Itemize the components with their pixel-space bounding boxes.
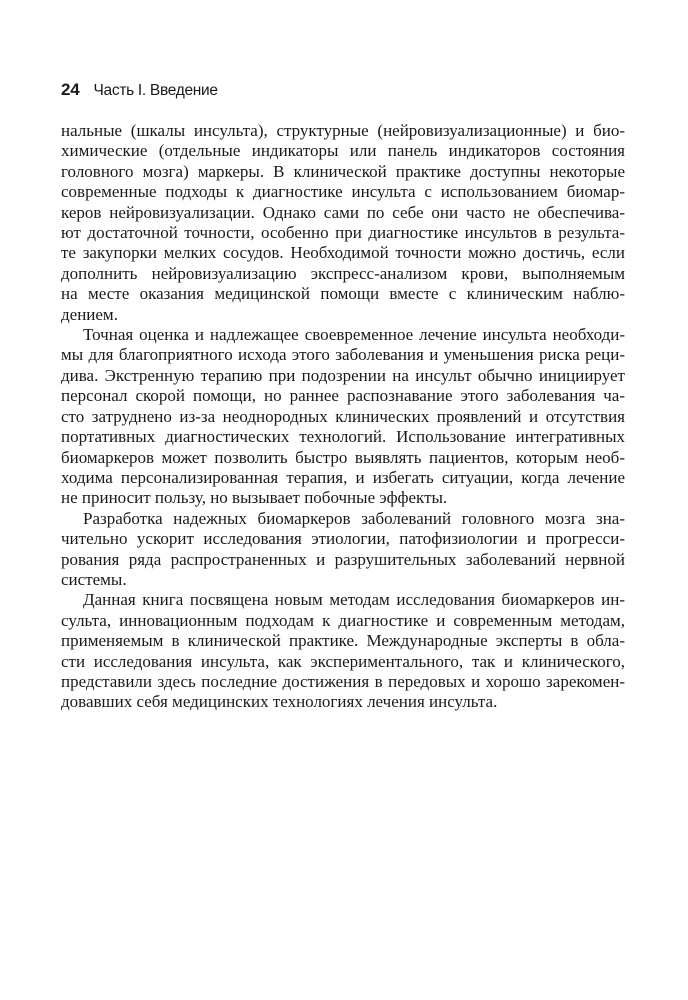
text-line: персонал скорой помощи, но раннее распознавание этого заболевания ча-: [61, 386, 625, 406]
text-line: сти исследования инсульта, как экспериментального, так и клинического,: [61, 651, 625, 671]
running-header: [61, 80, 218, 102]
text-line: ют достаточной точности, особенно при диагностике инсультов в результа-: [61, 223, 625, 243]
text-line: сульта, инновационным подходам к диагностике и современным методам,: [61, 610, 625, 630]
text-line: Точная оценка и надлежащее своевременное лечение инсульта необходи-: [83, 325, 625, 345]
text-line: керов нейровизуализации. Однако сами по себе они часто не обеспечива-: [61, 202, 625, 222]
text-line: химические (отдельные индикаторы или панель индикаторов состояния: [61, 141, 625, 161]
text-line: не приносит пользу, но вызывает побочные эффекты.: [61, 488, 448, 508]
text-line: довавших себя медицинских технологиях лечения инсульта.: [61, 692, 498, 712]
text-line: чительно ускорит исследования этиологии, патофизиологии и прогресси-: [61, 529, 625, 549]
text-line: системы.: [61, 569, 127, 589]
text-line: биомаркеров может позволить быстро выявлять пациентов, которым необ-: [61, 447, 625, 467]
text-line: дением.: [61, 304, 118, 324]
text-line: портативных диагностических технологий. Использование интегративных: [61, 427, 625, 447]
text-line: те закупорки мелких сосудов. Необходимой точности можно достичь, если: [61, 243, 625, 263]
text-line: Разработка надежных биомаркеров заболеваний головного мозга зна-: [83, 508, 625, 528]
paragraph: [61, 590, 625, 712]
text-line: на месте оказания медицинской помощи вместе с клиническим наблю-: [61, 284, 625, 304]
paragraph: [61, 509, 625, 591]
text-line: Данная книга посвящена новым методам исследования биомаркеров ин-: [83, 590, 625, 610]
text-line: дива. Экстренную терапию при подозрении на инсульт обычно инициирует: [61, 365, 625, 385]
text-line: нальные (шкалы инсульта), структурные (нейровизуализационные) и био-: [61, 121, 625, 140]
text-line: головного мозга) маркеры. В клинической практике доступны некоторые: [61, 161, 625, 181]
text-line: дополнить нейровизуализацию экспресс-анализом крови, выполняемым: [61, 263, 625, 283]
text-line: представили здесь последние достижения в передовых и хорошо зарекомен-: [61, 671, 625, 691]
section-title: Часть I. Введение: [93, 82, 218, 99]
page-number: 24: [61, 80, 80, 99]
paragraph: [61, 121, 625, 325]
text-line: ходима персонализированная терапия, и избегать ситуации, когда лечение: [61, 467, 625, 487]
body-text: [61, 121, 625, 713]
text-line: мы для благоприятного исхода этого заболевания и уменьшения риска реци-: [61, 345, 625, 365]
text-line: сто затруднено из-за неоднородных клинических проявлений и отсутствия: [61, 406, 625, 426]
text-line: применяемым в клинической практике. Международные эксперты в обла-: [61, 631, 625, 651]
paragraph: [61, 325, 625, 509]
text-line: рования ряда распространенных и разрушительных заболеваний нервной: [61, 549, 625, 569]
text-line: современные подходы к диагностике инсульта с использованием биомар-: [61, 182, 625, 202]
